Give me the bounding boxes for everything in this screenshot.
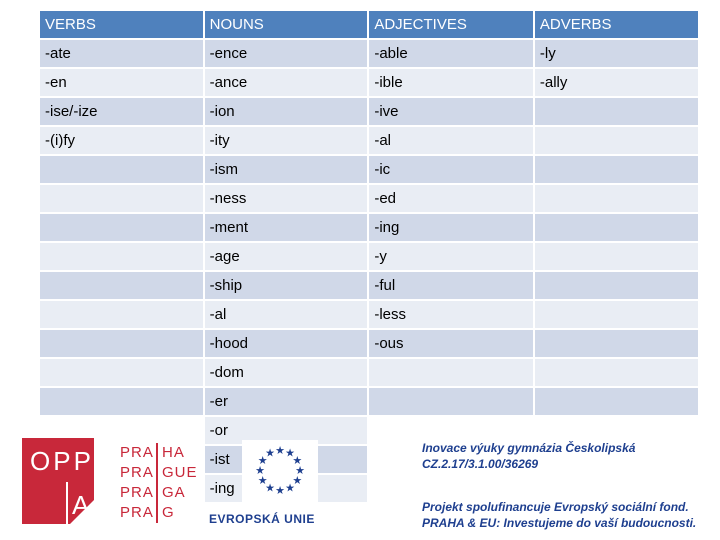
table-cell: -ly [534,39,699,68]
table-cell: -ing [204,474,369,503]
praha-logo [120,443,200,523]
table-cell: -dom [204,358,369,387]
table-cell [534,184,699,213]
eu-star-icon: ★ [275,445,285,457]
praha-logo-part: HA [156,443,198,463]
table-cell: -or [204,416,369,445]
table-cell: -ment [204,213,369,242]
column-header: ADVERBS [534,10,699,39]
project-line-2: CZ.2.17/3.1.00/36269 [422,457,539,471]
table-cell: -ism [204,155,369,184]
svg-text:OPP: OPP [30,446,94,476]
table-row [39,242,699,271]
table-row [39,126,699,155]
table-cell: -ful [368,271,534,300]
eu-flag-icon [242,440,318,506]
funding-info [422,499,696,531]
table-row [39,358,699,387]
table-cell [39,213,204,242]
table-cell [534,213,699,242]
table-row [39,155,699,184]
table-cell: -ity [204,126,369,155]
table-row [39,39,699,68]
table-row [39,184,699,213]
eu-label: EVROPSKÁ UNIE [209,512,315,526]
table-cell: -ing [368,213,534,242]
table-cell: -ed [368,184,534,213]
eu-star-icon: ★ [285,482,295,495]
table-cell: -less [368,300,534,329]
table-cell: -ness [204,184,369,213]
oppa-logo [22,438,112,524]
table-cell [534,271,699,300]
table-cell: -able [368,39,534,68]
praha-logo-part: PRA [120,464,154,481]
table-cell: -ance [204,68,369,97]
table-row [39,329,699,358]
praha-logo-row [120,463,200,483]
eu-star-icon: ★ [285,447,295,460]
table-cell: -al [204,300,369,329]
praha-logo-part: GA [156,483,198,503]
praha-logo-row [120,503,200,523]
table-cell: -(i)fy [39,126,204,155]
praha-logo-part: PRA [120,504,154,521]
table-cell [534,242,699,271]
table-cell [39,271,204,300]
table-row [39,68,699,97]
table-cell: -en [39,68,204,97]
table-cell: -ible [368,68,534,97]
table-cell [39,184,204,213]
table-cell: -er [204,387,369,416]
project-info [422,440,635,472]
praha-logo-row [120,483,200,503]
table-cell [534,126,699,155]
table-row [39,387,699,416]
table-cell [39,155,204,184]
praha-logo-part: PRA [120,484,154,501]
table-cell: -hood [204,329,369,358]
eu-star-icon: ★ [257,455,268,467]
eu-star-icon: ★ [292,455,303,467]
eu-star-icon: ★ [265,482,275,495]
funding-line-1: Projekt spolufinancuje Evropský sociální fond. [422,500,689,514]
column-header: ADJECTIVES [368,10,534,39]
column-header: VERBS [39,10,204,39]
table-cell: -ship [204,271,369,300]
project-line-1: Inovace výuky gymnázia Českolipská [422,441,636,455]
table-row [39,271,699,300]
eu-star-icon: ★ [265,447,275,460]
header-row [39,10,699,39]
table-cell: -ence [204,39,369,68]
table-cell [39,329,204,358]
table-cell [39,300,204,329]
table-cell [534,358,699,387]
eu-star-icon: ★ [292,475,303,487]
funding-line-2: PRAHA & EU: Investujeme do vaší budoucnosti. [422,516,697,530]
table-row [39,300,699,329]
column-header: NOUNS [204,10,369,39]
table-cell: -ate [39,39,204,68]
table-cell: -ion [204,97,369,126]
table-cell [534,387,699,416]
table-cell [368,387,534,416]
svg-text:A: A [72,490,90,520]
eu-star-icon: ★ [255,465,265,477]
praha-logo-part: PRA [120,444,154,461]
table-cell: -y [368,242,534,271]
table-row [39,213,699,242]
suffix-table [38,9,700,504]
eu-star-icon: ★ [257,475,268,487]
table-cell: -al [368,126,534,155]
praha-logo-part: G [156,503,198,523]
table-cell [39,242,204,271]
table-cell [534,155,699,184]
table-cell [368,358,534,387]
table-cell: -ive [368,97,534,126]
praha-logo-part: GUE [156,463,198,483]
table-cell: -age [204,242,369,271]
table-cell [39,387,204,416]
praha-logo-row [120,443,200,463]
table-cell: -ise/-ize [39,97,204,126]
table-cell [534,300,699,329]
eu-star-icon: ★ [275,485,285,497]
table-cell: -ally [534,68,699,97]
table-row [39,97,699,126]
eu-star-icon: ★ [295,465,305,477]
table-cell [534,97,699,126]
table-cell: -ous [368,329,534,358]
table-cell [534,329,699,358]
table-cell: -ic [368,155,534,184]
table-cell: -ist [204,445,369,474]
table-cell [39,358,204,387]
